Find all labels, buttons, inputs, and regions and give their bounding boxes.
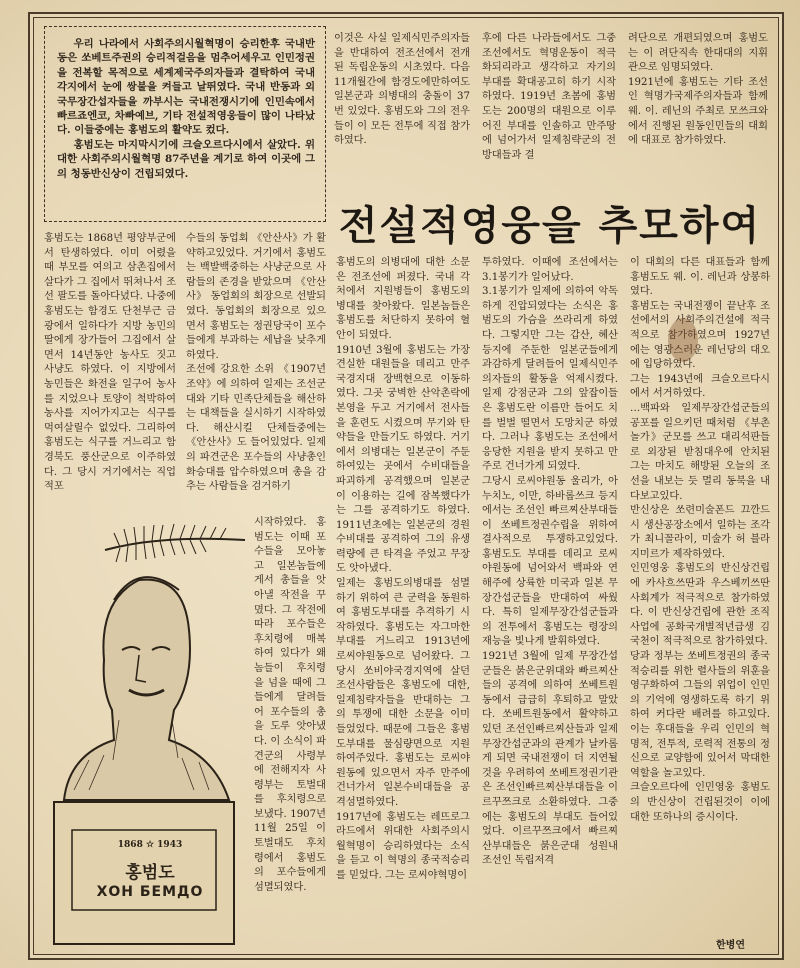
headline: 전설적영웅을 추모하여	[338, 203, 762, 249]
plaque-name-cyrillic: ХОН БЕМДО	[96, 884, 204, 900]
plaque-name-korean: 홍범도	[125, 863, 175, 883]
article-column-b-top: 후에 다른 나라들에서도 그중 조선에서도 혁명운동이 적극화되리라고 생각하고 자기의 부대를 확대공고히 하기 시작하였다. 1919년 초봄에 홍범도는 200명의 대원으로 이루어진 부대를 인솔하고 만주땅에 넘어가서 일제침략군의 전방대들과 결	[482, 33, 616, 161]
article-column-2-bottom: 시작하였다. 홍범도는 이때 포수들을 모아놓고 일본놈들에게서 총들을 앗아낼 작전을 꾸몄다. 그 작전에 따라 포수들은 후치령에 매복하여 있다가 왜놈들이 후치령을 넘을 때에 그들에게 달려들어 포수들의 총을 도루 앗아냈다. 이 소식이 파견군의 사령부에 전해지자 사령부는 토벌대를 후치령으로 보냈다. 1907년 11월 25일 이 토벌대도 후치령에서 홍범도의 포수들에게 섬멸되였다.	[254, 517, 326, 893]
article-column-4: 투하였다. 이때에 조선에서는 3.1봉기가 일어났다. 3.1봉기가 일제에 의하여 악독하게 진압되였다는 소식은 홍범도의 가슴을 쓰라리게 하였다. 그렇지만 그는 갑산, 혜산 등지에 주둔한 일본군들에게 과감하게 달려들어 일제식민주의자들의 활동을 억제시켰다. 일제 강점군과 그의 앞잡이들은 홍범도란 이름만 들어도 치를 벌벌 떨면서 도망치군 하였다. 그러나 홍범도는 조선에서 응당한 지원을 받지 못하고 만주로 건너가게 되였다. 그당시 로씨야원동 울리가, 아누치노, 이만, 하바롭쓰크 등지에서는 조선인 빠르찌산부대들이 쏘베트정권수립을 위하여 결사적으로 투쟁하고있었다. 홍범도도 부대를 데리고 로씨야원동에 넘어와서 백파와 연해주에 상륙한 미국과 일본 무장간섭군들을 반대하여 싸웠다. 특히 일제무장간섭군들과의 전투에서 홍범도는 령장의 재능을 빛나게 발휘하였다. 1921년 3월에 일제 무장간섭군들은 붉은군위대와 빠르찌산들의 공격에 의하여 쏘베트원동에서 급급히 후퇴하고 말았다. 쏘베트원동에서 활약하고있던 조선인빠르찌산들과 일제무장간섭군과의 관계가 날카롭게 되면 국내전쟁이 더 지연될것을 우려하여 쏘베트정권기관은 조선인빠르찌산부대들을 이르꾸쯔크로 소환하였다. 그중에는 홍범도의 부대도 들어있었다. 이르꾸쯔크에서 빠르찌산부대들은 붉은군대 성원내 조선인 독립저격	[482, 257, 618, 867]
article-column-2-top: 수들의 동업회 《안산사》가 활약하고있었다. 거기에서 홍범도는 백발백중하는 사냥군으로 사람들의 존경을 받았으며 《안산사》 동업회의 회장으로 선발되였다. 동업회의 회장으로 있으면서 홍범도는 정권당국이 포수들에게 부과하는 세납을 낮추게 하였다. 조선에 강요한 소위 《1907년조약》에 의하여 일제는 조선군대와 기타 민족단체들을 해산하는 대책들을 실시하기 시작하였다. 해산시킬 단체들중에는 《안산사》도 들어있었다. 일제의 파견군은 포수들의 사냥총인 화승대를 압수하였으며 총을 감추는 사람들을 검거하기	[186, 233, 326, 493]
intro-paragraph-2: 홍범도는 마지막시기에 크슬오르다시에서 살았다. 위대한 사회주의시월혁명 87주년을 계기로 하여 이곳에 그의 청동반신상이 건립되였다.	[57, 138, 315, 180]
plaque-years: 1868 ☆ 1943	[117, 840, 183, 850]
article-column-3: 홍범도의 의병대에 대한 소문은 전조선에 퍼졌다. 국내 각처에서 지원병들이 홍범도의병대를 찾아왔다. 일본놈들은 홍범도를 처단하지 못하여 혈안이 되였다. 1910년 3월에 홍범도는 가장 견실한 대원들을 데리고 만주국경지대 장백현으로 이동하였다. 그곳 궁벽한 산악촌락에 본영을 두고 거기에서 전사들을 훈련도 시켰으며 무기와 탄약들을 만들기도 하였다. 거기에서 의병대는 일본군이 주둔하여있는 곳에서 수비대들을 파괴하게 공격했으며 일본군이 이용하는 길에 잠복했다가는 그를 공격하기도 하였다. 1911년초에는 일본군의 경원수비대를 공격하여 그의 유생력량에 큰 타격을 주었고 무장도 앗아냈다. 일제는 홍범도의병대를 섬멸하기 위하여 큰 군력을 동원하여 홍범도부대를 추격하기 시작하였다. 홍범도는 자그마한 부대를 거느리고 1913년에 로씨야원동으로 넘어왔다. 그 당시 쏘비야국경지역에 살던 조선사람들은 홍범도에 대한, 일제침략자들을 반대하는 그의 투쟁에 대한 소문을 이미 들었었다. 때문에 그들은 홍범도부대를 물심량면으로 지원하여주었다. 홍범도는 로씨야원동에 있으면서 자주 만주에 건너가서 일본수비대들을 공격섬멸하였다. 1917년에 홍범도는 레뜨로그라드에서 위대한 사회주의시월혁명이 승리하였다는 소식을 듣고 이 혁명의 종국적승리를 믿었다. 그는 로씨야혁명이	[336, 257, 470, 881]
intro-paragraph-1: 우리 나라에서 사회주의시월혁명이 승리한후 국내반동은 쏘베트주권의 승리적걸음을 멈추어세우고 인민정권을 전복할 목적으로 세계제국주의자들과 결탁하여 국내 각지에서 눈에 쌍불을 켜들고 날뛰였다. 국내 반동과 외국무장간섭자들을 까부시는 국내전쟁시기에 인민속에서 빠르죠엔코, 차빠예브, 기타 전설적영웅들이 많이 나타났다. 이들중에는 홍범도의 활약도 컸다.	[57, 38, 315, 137]
article-column-c-top: 려단으로 개편되였으며 홍범도는 이 려단직속 한대대의 지휘관으로 임명되였다. 1921년에 홍범도는 기타 조선인 혁명가국제주의자들과 함께 웨. 이. 레닌의 주최로 모쓰크와에서 진행된 원동인민들의 대회에 대표로 참가하였다.	[628, 33, 768, 147]
article-column-5: 이 대회의 다른 대표들과 함께 홍범도도 웨. 이. 레닌과 상봉하였다. 홍범도는 국내전쟁이 끝난후 조선에서의 사회주의건설에 적극적으로 참가하였으며 1927년에는 영광스러운 레닌당의 대오에 입당하였다. 그는 1943년에 크슬오르다시에서 서거하였다. …백파와 일제무장간섭군들의 공포를 일으키던 때처럼 《부촌놀가》군모를 쓰고 대리석판들로 외장된 받침대우에 안치된 그는 마치도 해방된 오늘의 조선을 내보는 듯 멀리 동북을 내다보고있다. 반신상은 쏘련미술폰드 끄깐드시 생산공장소에서 일하는 조각가 최니꼴라이, 미술가 허 블라지미르가 제작하였다. 인민영웅 홍범도의 반신상건립에 카사흐쓰딴과 우스베끼쓰딴 사회계가 적극적으로 참가하였다. 이 반신상건립에 관한 조직사업에 공화국개별적년급생 김국천이 적극적으로 참가하였다. 당과 정부는 쏘베트정권의 종국적승리를 위한 렬사들의 위훈을 영구화하여 그들의 위업이 인민의 기억에 영생하도록 하기 위하여 커다란 배려를 하고있다. 이는 후대들을 우리 인민의 혁명적, 전투적, 로력적 전통의 정신으로 교양함에 있어서 막대한 역할을 놀고있다. 크슬오르다에 인민영웅 홍범도의 반신상이 건립된것이 이에 대한 또하나의 증시이다.	[630, 257, 770, 823]
intro-box	[44, 26, 326, 222]
ink-stain	[668, 318, 698, 362]
byline: 한병연	[716, 940, 745, 951]
article-column-a-top: 이것은 사실 일제식민주의자들을 반대하여 전조선에서 전개된 독립운동의 시초였다. 다음 11개월간에 함경도에만하여도 일본군과 의병대의 충돌이 37번 있었다. 홍범도와 그의 전우들이 이 모든 전투에 직접 참가하였다.	[334, 33, 470, 147]
article-column-1: 홍범도는 1868년 평양부군에서 탄생하였다. 이미 어렸을 때 부모를 여의고 삼촌집에서 살다가 그 집에서 뛰쳐나서 조선 팔도를 돌아다녔다. 나중에 홍범도는 함경도 단천부근 금광에서 일하다가 지방 농민의 딸에게 장가들어 그집에서 살면서 14년동안 농사도 짓고 사냥도 하였다. 이 지방에서 농민들은 화전을 일구어 농사를 지었으나 토양이 척박하여 농사를 지어가지고는 식구를 먹여살릴수 없었다. 그리하여 홍범도는 식구를 거느리고 함경북도 풍산군으로 이주하였다. 그 당시 거기에서는 직업적포	[44, 233, 176, 493]
